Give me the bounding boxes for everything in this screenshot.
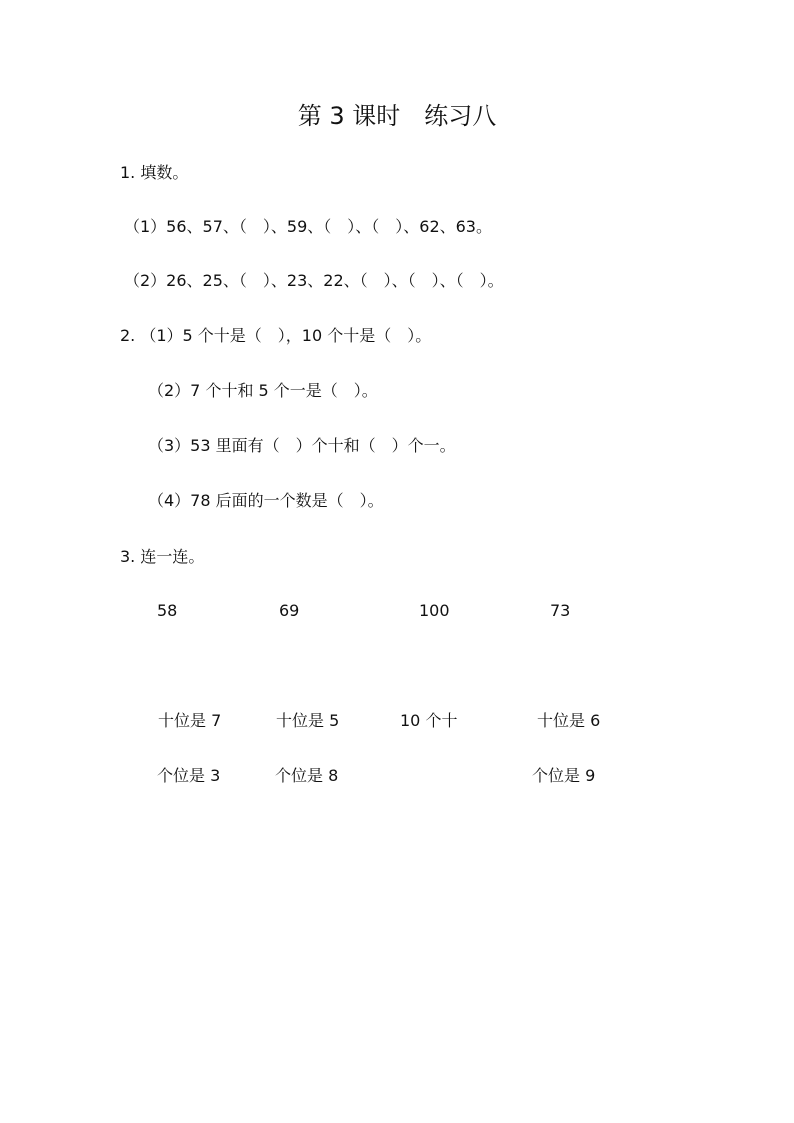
question-1-line-1: （1）56、57、（ ）、59、（ ）、（ ）、62、63。 <box>124 217 492 236</box>
tens-option-5: 十位是 5 <box>276 711 340 730</box>
question-2-line-2: （2）7 个十和 5 个一是（ ）。 <box>148 381 378 400</box>
question-1-heading: 1. 填数。 <box>120 163 189 182</box>
ones-option-8: 个位是 8 <box>275 766 339 785</box>
ten-tens-option: 10 个十 <box>400 711 458 730</box>
page-title: 第 3 课时 练习八 <box>297 102 497 130</box>
question-2-heading: 2. （1）5 个十是（ ），10 个十是（ ）。 <box>120 326 432 345</box>
question-3-heading: 3. 连一连。 <box>120 547 205 566</box>
ones-option-3: 个位是 3 <box>157 766 221 785</box>
tens-option-7: 十位是 7 <box>158 711 222 730</box>
question-1-line-2: （2）26、25、（ ）、23、22、（ ）、（ ）、（ ）。 <box>124 271 504 290</box>
question-2-line-4: （4）78 后面的一个数是（ ）。 <box>148 491 384 510</box>
tens-option-6: 十位是 6 <box>537 711 601 730</box>
number-69: 69 <box>279 601 300 620</box>
ones-option-9: 个位是 9 <box>532 766 596 785</box>
question-2-line-3: （3）53 里面有（ ）个十和（ ）个一。 <box>148 436 456 455</box>
number-73: 73 <box>550 601 571 620</box>
number-100: 100 <box>419 601 450 620</box>
number-58: 58 <box>157 601 178 620</box>
